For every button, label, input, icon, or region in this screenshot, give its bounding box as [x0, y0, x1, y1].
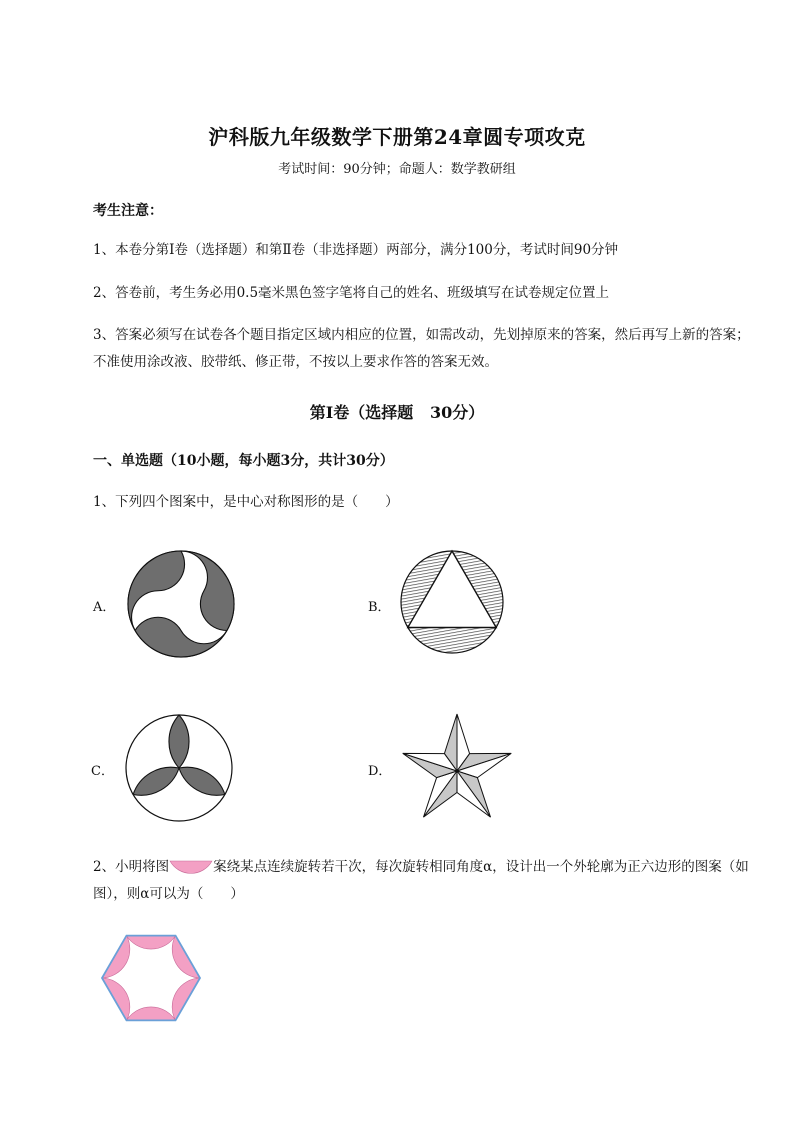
petal-shape-icon	[169, 859, 213, 873]
notice-item-1: 1、本卷分第I卷（选择题）和第Ⅱ卷（非选择题）两部分，满分100分，考试时间90分钟	[93, 242, 619, 258]
option-a-label[interactable]: A．	[93, 600, 116, 615]
option-c-label[interactable]: C．	[91, 764, 114, 779]
question-2-stem-after: 案绕某点连续旋转若干次，每次旋转相同角度α，设计出一个外轮廓为正六边形的图案（如图），则α可以为（ ）	[93, 859, 749, 902]
option-c-figure	[125, 714, 233, 822]
tomoe-pattern	[128, 545, 253, 677]
part-heading: 一、单选题（10小题，每小题3分，共计30分）	[93, 453, 394, 469]
section-title: 第I卷（选择题 30分）	[309, 403, 485, 422]
option-a-figure	[127, 550, 235, 658]
question-2-stem	[93, 854, 753, 908]
question-2-stem-before: 2、小明将图	[93, 859, 170, 875]
page-title: 沪科版九年级数学下册第24章圆专项攻克	[208, 125, 586, 149]
question-1-stem: 1、下列四个图案中，是中心对称图形的是（ ）	[93, 494, 399, 510]
option-b-figure	[400, 550, 504, 654]
exam-info: 考试时间：90分钟；命题人：数学教研组	[278, 162, 516, 177]
hexagon-pattern-figure	[100, 935, 202, 1021]
hexagon-petals	[102, 936, 200, 1021]
option-d-figure	[400, 712, 514, 820]
notice-heading: 考生注意：	[93, 203, 163, 219]
option-d-label[interactable]: D．	[368, 764, 392, 779]
option-b-label[interactable]: B．	[368, 600, 391, 615]
notice-item-3: 3、答案必须写在试卷各个题目指定区域内相应的位置，如需改动，先划掉原来的答案，然后再写上新的答案；不准使用涂改液、胶带纸、修正带，不按以上要求作答的答案无效。	[93, 327, 750, 370]
notice-item-2: 2、答卷前，考生务必用0.5毫米黑色签字笔将自己的姓名、班级填写在试卷规定位置上	[93, 285, 610, 301]
